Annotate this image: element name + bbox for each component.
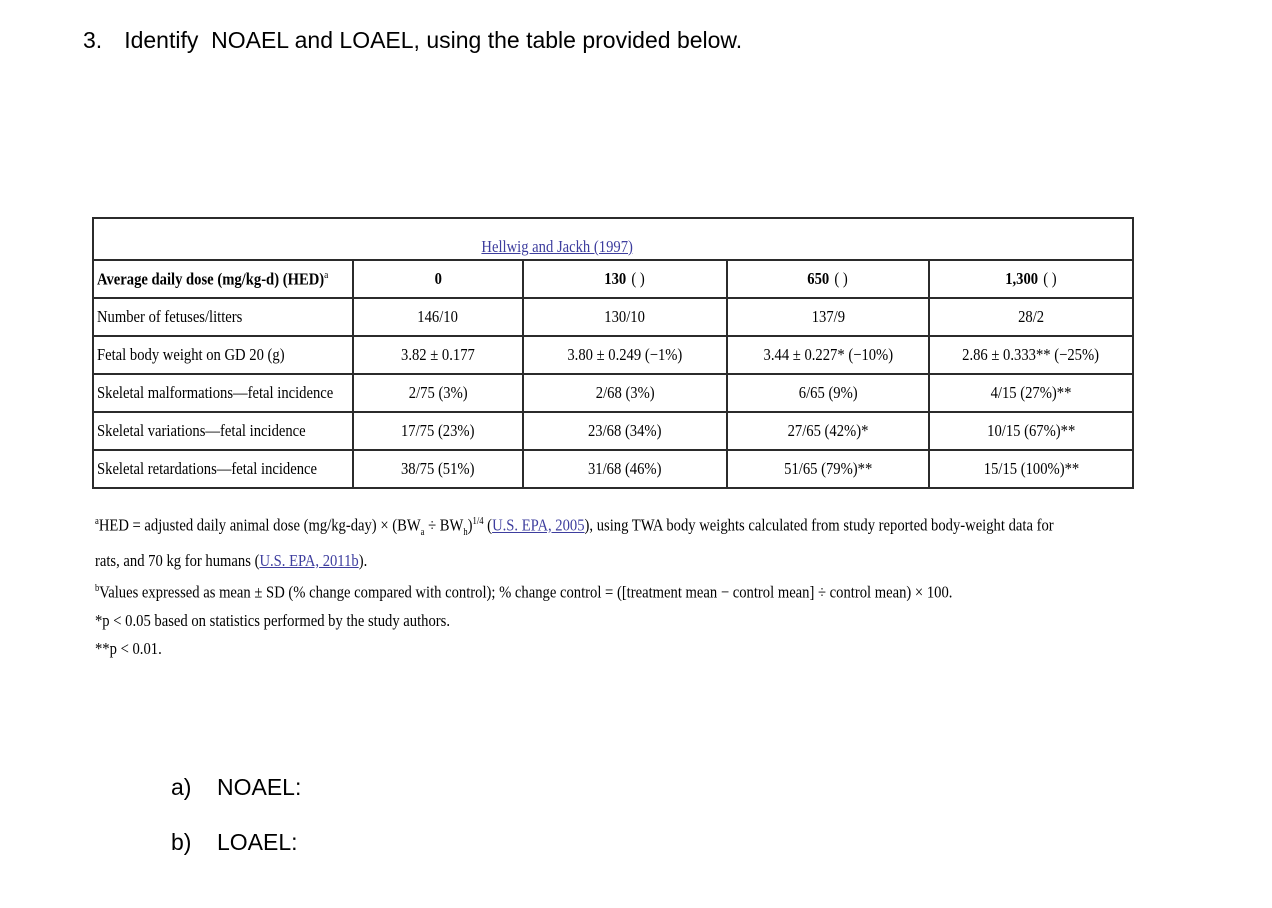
answer-label: NOAEL: [217,774,302,800]
table-cell: 137/9 [727,298,929,336]
dose-response-table [92,217,1132,489]
study-cell [93,218,1133,260]
table-cell: 2/68 (3%) [523,374,727,412]
dose-cell: 650 ( ) [727,260,929,298]
row-label: Skeletal retardations—fetal incidence [93,450,353,488]
footnote-p05: *p < 0.05 based on statistics performed by the study authors. [95,610,451,630]
table-cell: 15/15 (100%)** [929,450,1133,488]
footnote-hed-cont: rats, and 70 kg for humans (U.S. EPA, 2011b). [95,551,368,571]
question-text [83,27,742,54]
dose-header-label: Average daily dose (mg/kg-d) (HED)$^a$ [93,260,353,298]
answer-noael [171,774,301,801]
table-cell: 51/65 (79%)** [727,450,929,488]
study-row [93,218,1133,260]
table-cell: 6/65 (9%) [727,374,929,412]
table-cell: 31/68 (46%) [523,450,727,488]
ref-epa-2011b-link[interactable]: U.S. EPA, 2011b [259,551,359,571]
answer-letter: b) [171,829,192,855]
answer-letter: a) [171,774,192,800]
question-prompt: Identify NOAEL and LOAEL, using the table provided below. [124,27,743,53]
table-cell: 2/75 (3%) [353,374,523,412]
dose-cell: 130 ( ) [523,260,727,298]
table-cell: 27/65 (42%)* [727,412,929,450]
table-row [93,298,1133,336]
table-row [93,374,1133,412]
footnote-hed: $^a$HED = adjusted daily animal dose $(mg/kg-day) \times (BW_a \div BW_h)^{1/4}$ (U.S. EPA, 2005), using TWA body weights calculated from study reported body-weight data for [95,515,1054,539]
table-row [93,450,1133,488]
table-cell: 38/75 (51%) [353,450,523,488]
row-label: Skeletal variations—fetal incidence [93,412,353,450]
table-cell: 17/75 (23%) [353,412,523,450]
dose-header-row [93,260,1133,298]
question-number: 3. [83,27,103,53]
dose-cell: 1,300 ( ) [929,260,1133,298]
row-label: Fetal body weight on GD 20 (g) [93,336,353,374]
table-cell: 23/68 (34%) [523,412,727,450]
table-cell: 28/2 [929,298,1133,336]
answer-label: LOAEL: [217,829,298,855]
table-cell: 10/15 (67%)** [929,412,1133,450]
dose-cell: 0 [353,260,523,298]
table-cell: 130/10 [523,298,727,336]
study-link[interactable]: Hellwig and Jackh (1997) [481,237,633,256]
table-row [93,336,1133,374]
table-cell: 3.82 ± 0.177 [353,336,523,374]
footnote-values: $^b$Values expressed as mean ± SD (% change compared with control); % change control = ([treatment mean − control mean] ÷ control mean) × 100. [95,582,953,602]
table-cell: 4/15 (27%)** [929,374,1133,412]
table-row [93,412,1133,450]
table-cell: 146/10 [353,298,523,336]
table-footnotes [95,508,1125,663]
footnote-p01: **p < 0.01. [95,638,162,658]
ref-epa-2005-link[interactable]: U.S. EPA, 2005 [492,515,585,535]
table-cell: 2.86 ± 0.333** (−25%) [929,336,1133,374]
row-label: Number of fetuses/litters [93,298,353,336]
table-cell: 3.44 ± 0.227* (−10%) [727,336,929,374]
answer-loael [171,829,298,856]
table-cell: 3.80 ± 0.249 (−1%) [523,336,727,374]
row-label: Skeletal malformations—fetal incidence [93,374,353,412]
